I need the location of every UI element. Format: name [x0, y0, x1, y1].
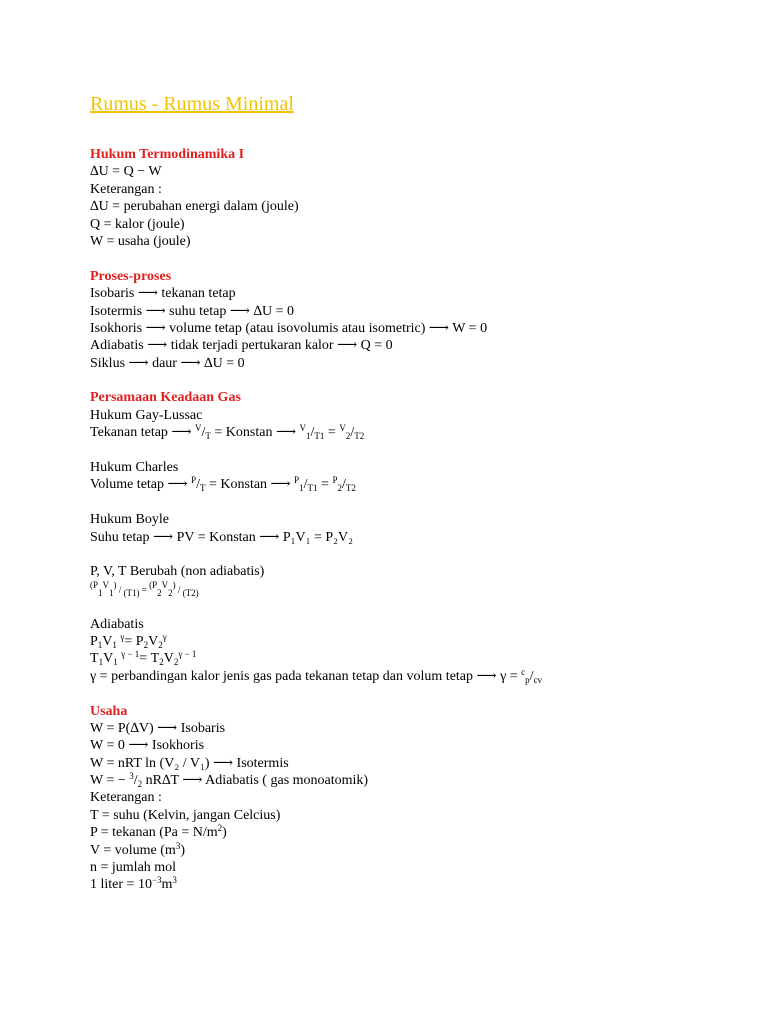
text-line: 1 liter = $10^{-3}m^3$: [90, 875, 177, 893]
text-line: Isobaris ⟶ tekanan tetap: [90, 286, 236, 302]
text-line: W = usaha (joule): [90, 233, 191, 249]
text-line: Siklus ⟶ daur ⟶ ∆U = 0: [90, 355, 245, 371]
text-line: Q = kalor (joule): [90, 216, 185, 232]
subheading-gay-lussac: Hukum Gay-Lussac: [90, 407, 203, 423]
subheading-adiabatis: Adiabatis: [90, 616, 144, 632]
text-line: Isokhoris ⟶ volume tetap (atau isovolumis atau isometric) ⟶ W = 0: [90, 320, 488, 336]
subheading-boyle: Hukum Boyle: [90, 512, 169, 528]
formula-gay-lussac: Tekanan tetap ⟶ $^V/_T$ = Konstan ⟶ $^V_1/_{T1} = ^V_2/_{T2}$: [90, 423, 365, 442]
formula-adiabatic-work: W = − $^3/_2$ nR∆T ⟶ Adiabatis ( gas monoatomik): [90, 771, 369, 790]
formula-boyle: Suhu tetap ⟶ PV = Konstan ⟶ P₁V₁ = P₂V₂: [90, 529, 354, 545]
heading-proses: Proses-proses: [90, 268, 172, 284]
text-line: P = tekanan $(Pa = N/m^2)$: [90, 823, 227, 841]
heading-usaha: Usaha: [90, 703, 128, 719]
page-title: Rumus - Rumus Minimal: [90, 93, 294, 115]
formula-pvt: $^{(P}_1^V_1$) / $_{(T1)}$ = $^{(P}_2^V_2$) / $_{(T2)}$: [90, 579, 199, 598]
heading-termodinamika: Hukum Termodinamika I: [90, 147, 245, 162]
keterangan-label: Keterangan :: [90, 790, 162, 806]
text-line: ∆U = perubahan energi dalam (joule): [90, 199, 299, 215]
text-line: Isotermis ⟶ suhu tetap ⟶ ∆U = 0: [90, 303, 294, 319]
text-line: V = volume $(m^3)$: [90, 840, 185, 858]
text-line: W = nRT ln (V₂ / V₁) ⟶ Isotermis: [90, 755, 289, 771]
keterangan-label: Keterangan :: [90, 181, 162, 197]
subheading-pvt: P, V, T Berubah (non adiabatis): [90, 564, 265, 580]
formula-first-law: ∆U = Q − W: [90, 164, 162, 180]
subheading-charles: Hukum Charles: [90, 460, 179, 476]
formula-adiabatic-tv: $T_1V_1$ $^{\gamma - 1}= T_2V_2^{\gamma - 1}$: [90, 649, 197, 668]
text-line: Adiabatis ⟶ tidak terjadi pertukaran kalor ⟶ Q = 0: [90, 338, 393, 354]
formula-adiabatic-pv: $P_1V_1$ $^\gamma= P_2V_2^\gamma$: [90, 631, 167, 650]
document-body: [90, 146, 750, 894]
formula-charles: Volume tetap ⟶ $^P/_T$ = Konstan ⟶ $^P_1/_{T1} = ^P_2/_{T2}$: [90, 475, 356, 494]
text-line: T = suhu (Kelvin, jangan Celcius): [90, 807, 281, 823]
heading-persamaan-gas: Persamaan Keadaan Gas: [90, 390, 241, 406]
text-line: W = 0 ⟶ Isokhoris: [90, 738, 205, 754]
formula-gamma-ratio: γ = perbandingan kalor jenis gas pada tekanan tetap dan volum tetap ⟶ $\gamma = ^c_p/_{cv}$: [90, 666, 543, 685]
text-line: W = P(∆V) ⟶ Isobaris: [90, 720, 226, 736]
text-line: n = jumlah mol: [90, 860, 177, 876]
